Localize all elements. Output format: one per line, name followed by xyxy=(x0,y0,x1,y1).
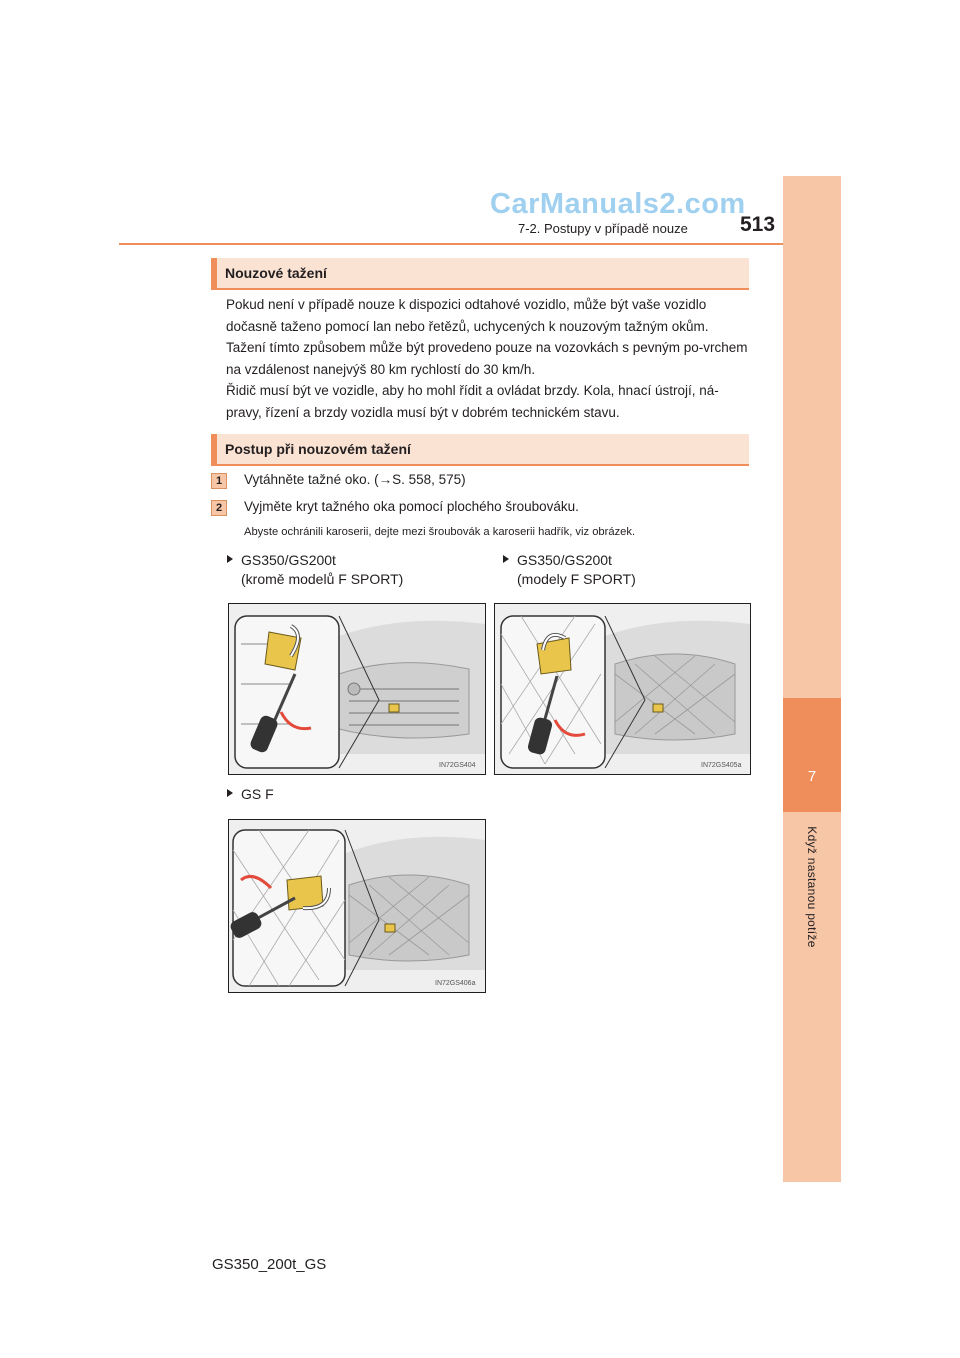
figure-caption-1 xyxy=(227,551,403,589)
page-number: 513 xyxy=(740,213,776,236)
step-text-1: Vytáhněte tažné oko. (→S. 558, 575) xyxy=(244,472,466,487)
chapter-tab[interactable] xyxy=(783,698,841,812)
driver-paragraph: Řidič musí být ve vozidle, aby ho mohl řídit a ovládat brzdy. Kola, hnací ústrojí, ná-pravy, řízení a brzdy vozidla musí být v dobrém technickém stavu. xyxy=(226,383,719,420)
bullet-triangle-icon xyxy=(227,789,233,797)
figure-code: IN72GS406a xyxy=(435,980,476,987)
section-heading-towing-procedure xyxy=(211,434,749,466)
section-heading-title: Postup při nouzovém tažení xyxy=(225,441,411,457)
protection-note: Abyste ochránili karoserii, dejte mezi šroubovák a karoserii hadřík, viz obrázek. xyxy=(244,526,636,538)
car-front-illustration xyxy=(495,604,750,774)
figure-gs-f xyxy=(228,819,486,993)
bullet-triangle-icon xyxy=(227,555,233,563)
section-heading-bar xyxy=(211,258,217,288)
car-front-illustration xyxy=(229,820,485,992)
figure-code: IN72GS405a xyxy=(701,762,742,769)
figure-gs350-fsport xyxy=(494,603,751,775)
section-heading-title: Nouzové tažení xyxy=(225,265,327,281)
step-number-2: 2 xyxy=(211,500,227,516)
figure-gs350-standard xyxy=(228,603,486,775)
car-front-illustration xyxy=(229,604,485,774)
figure-caption-line2: (kromě modelů F SPORT) xyxy=(241,571,404,587)
figure-caption-line2: (modely F SPORT) xyxy=(517,571,636,587)
figure-code: IN72GS404 xyxy=(439,762,476,769)
bullet-triangle-icon xyxy=(503,555,509,563)
step-text-2: Vyjměte kryt tažného oka pomocí plochého šroubováku. xyxy=(244,499,579,514)
chapter-title: Když nastanou potíže xyxy=(805,826,819,948)
section-header-title: 7-2. Postupy v případě nouze xyxy=(518,221,688,236)
section-heading-bar xyxy=(211,434,217,464)
side-tab-strip xyxy=(783,176,841,1182)
chapter-number: 7 xyxy=(807,768,817,785)
footer-model-code: GS350_200t_GS xyxy=(212,1256,327,1273)
step-number-1: 1 xyxy=(211,473,227,489)
figure-caption-line1: GS350/GS200t xyxy=(241,552,336,568)
intro-paragraph: Pokud není v případě nouze k dispozici odtahové vozidlo, může být vaše vozidlo dočasně taženo pomocí lan nebo řetězů, uchycených k nouzovým tažným okům. Tažení tímto způsobem může být provedeno pouze na vozovkách s pevným po-vrchem na vzdálenost nanejvýš 80 km rychlostí do 30 km/h. xyxy=(226,297,748,377)
figure-caption-2 xyxy=(503,551,636,589)
figure-caption-3 xyxy=(227,785,274,804)
figure-caption-line1: GS F xyxy=(241,786,274,802)
section-heading-emergency-towing xyxy=(211,258,749,290)
header-divider xyxy=(119,243,783,245)
figure-caption-line1: GS350/GS200t xyxy=(517,552,612,568)
watermark-logo: CarManuals2.com xyxy=(490,188,746,220)
